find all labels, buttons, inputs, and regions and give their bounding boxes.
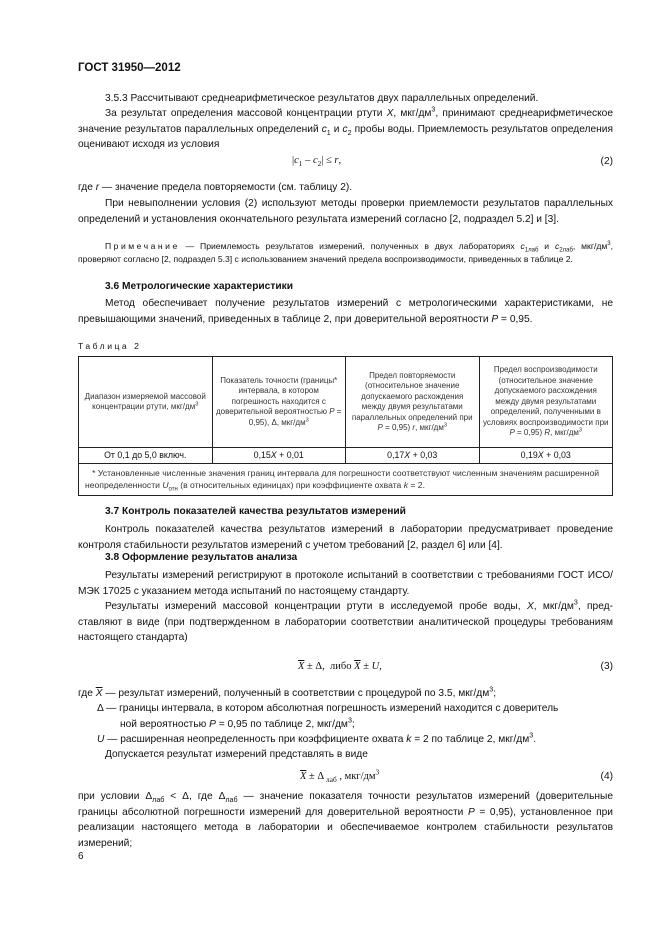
table-2 [78,356,613,496]
table-cell-accuracy: 0,15X + 0,01 [212,448,346,464]
equation-2: $|c_1 - c_2| \le r$, [292,155,342,169]
table-header-reproducibility: Предел воспроизводимости (относительное значение допускаемого расхождения между двумя результатами определений, полученными в условиях воспроизводимости при P = 0,95) R, мкг/$дм^3$ [479,357,613,448]
where-delta: Δ — границы интервала, в котором абсолютная погрешность измерений находится с доверитель ной вероятностью P = 0,95 по таблице 2, мкг/$дм^3$; [97,703,559,730]
table-footnote: * Установленные численные значения границ интервала для погрешности соответствуют численным значениям расширенной неопределенности $U_{отн}$ (в относительных единицах) при коэффициенте охвата k = 2. [79,464,613,496]
table-cell-repeatability: 0,17X + 0,03 [346,448,480,464]
paragraph-38-format: Результаты измерений массовой концентрации ртути в исследуемой пробе воды, X, мкг/$дм^3$, представляют в виде (при подтвержденном в лаборатории соответствии аналитической процедуры требованиям настоящего стандарта) [78,598,613,643]
table-header-range: Диапазон измеряемой массовой концентрации ртути, мкг/$дм^3$ [79,357,213,448]
section-38-title: 3.8 Оформление результатов анализа [105,552,298,563]
equation-2-number: (2) [600,156,613,167]
paragraph-37-text: Контроль показателей качества результатов измерений в лаборатории предусматривает проведение контроля стабильности результатов измерений с учетом требований [2, раздел 6] или [4]. [78,524,613,551]
equation-3: $\overline{X} \pm \Delta$, либо $\overline{X} \pm U$, [298,661,382,672]
equation-4-number: (4) [600,771,613,782]
where-u: U — расширенная неопределенность при коэффициенте охвата k = 2 по таблице 2, мкг/$дм^3$. [97,731,537,745]
paragraph-38-condition: при условии $\Delta_{лаб} < \Delta$, где $\Delta_{лаб}$ — значение показателя точности результатов измерений (доверительные границы абсолютной погрешности измерений для доверительной вероятности P = 0,95), установленное при реализации настоящего метода в лаборатории и обеспечиваемое контролем стабильности результатов измерений; [78,791,613,849]
page-number: 6 [78,851,84,862]
table-cell-range: От 0,1 до 5,0 включ. [79,448,213,464]
paragraph-353-title: 3.5.3 Рассчитывают среднеарифметическое результатов двух параллельных определений. [105,93,539,104]
table-2-caption: Таблица 2 [78,341,142,351]
paragraph-353-text: За результат определения массовой концентрации ртути X, мкг/$дм^3$, принимают среднеарифметическое значение результатов параллельных определений $c_1$ и $c_2$ пробы воды. Приемлемость результатов определения оценивают исходя из условия [78,105,613,150]
document-header: ГОСТ 31950—2012 [78,62,181,74]
paragraph-r-definition: где r — значение предела повторяемости (см. таблицу 2). [78,182,353,193]
paragraph-36-text: Метод обеспечивает получение результатов измерений с метрологическими характеристиками, не превышающими значений, приведенных в таблице 2, при доверительной вероятности P = 0,95. [78,298,613,325]
paragraph-353-failure: При невыполнении условия (2) используют методы проверки приемлемости результатов параллельных определений и установления окончательного результата измерений согласно [2, подраздел 5.2] и [3]. [78,198,613,225]
table-cell-reproducibility: 0,19X + 0,03 [479,448,613,464]
where-x: где $\overline{X}$ — результат измерений, полученный в соответствии с процедурой по 3.5, мкг/$дм^3$; [78,685,497,699]
section-36-title: 3.6 Метрологические характеристики [105,281,293,292]
paragraph-38-alt: Допускается результат измерений представлять в виде [105,749,368,760]
table-header-repeatability: Предел повторяемости (относительное значение допускаемого расхождения между двумя результатами параллельных определений при P = 0,95) r, мкг/$дм^3$ [346,357,480,448]
equation-4: $\overline{X} \pm \Delta$ $_{лаб}$ , мкг/$дм^3$ [300,767,380,785]
equation-3-number: (3) [600,661,613,672]
note-353: Примечание — Приемлемость результатов измерений, полученных в двух лабораториях $c_{1лаб}$ и $c_{2лаб}$, мкг/$дм^3$, проверяют согласно [2, подраздел 5.3] с использованием значений предела воспроизводимости, приведенных в таблице 2. [78,241,614,264]
table-header-accuracy: Показатель точности (границы* интервала, в котором погрешность находится с доверительной вероятностью P = 0,95), Δ, мкг/$дм^3$ [212,357,346,448]
paragraph-38-registry: Результаты измерений регистрируют в протоколе испытаний в соответствии с требованиями ГОСТ ИСО/МЭК 17025 с указанием метода испытаний по настоящему стандарту. [78,570,613,597]
section-37-title: 3.7 Контроль показателей качества результатов измерений [105,506,406,517]
